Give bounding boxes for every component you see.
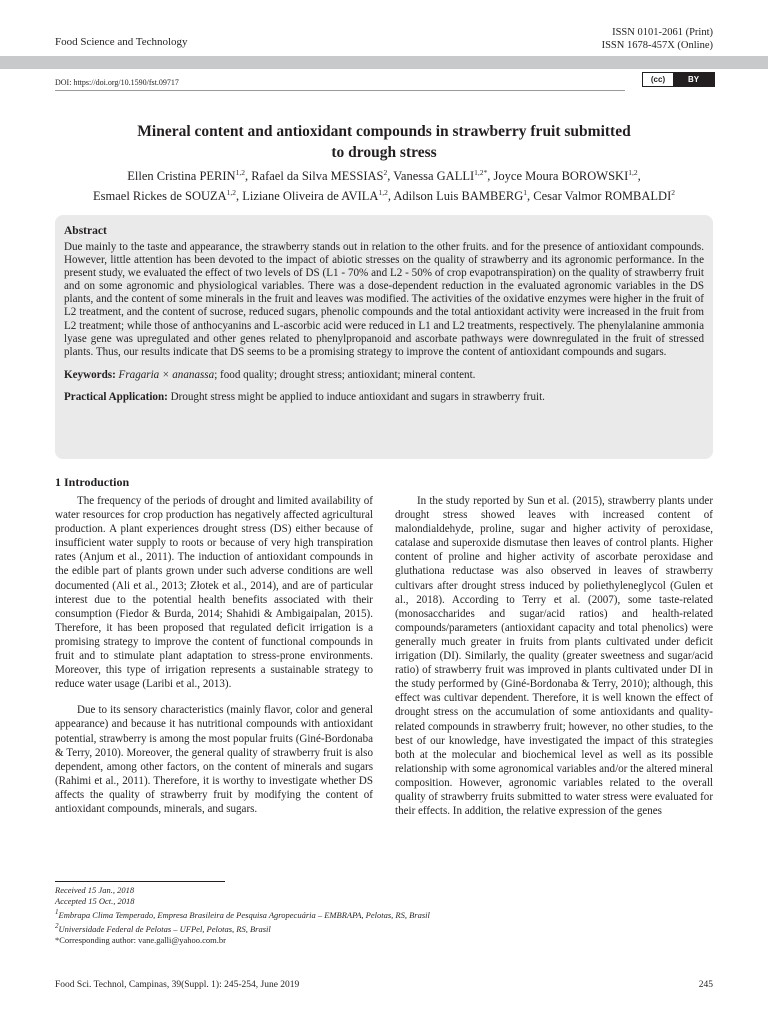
keywords-species: Fragaria × ananassa <box>118 368 215 381</box>
practical-application-line <box>64 390 704 404</box>
author-name: Ellen Cristina PERIN <box>127 169 236 183</box>
author-affiliation: 1,2* <box>474 168 488 177</box>
abstract-heading: Abstract <box>64 225 107 237</box>
affiliation-1-text: Embrapa Clima Temperado, Empresa Brasileira de Pesquisa Agropecuária – EMBRAPA, Pelotas, RS, Brasil <box>58 910 430 921</box>
doi-link[interactable]: DOI: https://doi.org/10.1590/fst.09717 <box>55 78 179 87</box>
cc-label: (cc) <box>643 73 673 86</box>
author-affiliation: 1,2 <box>378 188 388 197</box>
author-separator: , <box>527 189 534 203</box>
header-band <box>0 56 713 69</box>
received-date: Received 15 Jan., 2018 <box>55 885 135 895</box>
author-separator: , <box>637 169 641 183</box>
affiliation-1-marker: 1 <box>55 908 59 917</box>
author-name: Esmael Rickes de SOUZA <box>93 189 227 203</box>
section-heading-introduction: 1 Introduction <box>55 475 130 489</box>
paper-title-line-1: Mineral content and antioxidant compounds in strawberry fruit submitted <box>137 123 631 140</box>
author-affiliation: 2 <box>383 168 388 177</box>
author-affiliation: 1,2 <box>226 188 237 197</box>
footer-citation: Food Sci. Technol, Campinas, 39(Suppl. 1): 245-254, June 2019 <box>55 980 300 990</box>
header-band-right <box>713 56 768 69</box>
affiliation-2-text: Universidade Federal de Pelotas – UFPel, Pelotas, RS, Brasil <box>58 924 271 935</box>
author-name: Rafael da Silva MESSIAS <box>251 169 384 183</box>
practical-application-label: Practical Application: <box>64 390 168 403</box>
author-separator: , <box>244 169 252 183</box>
paper-title-line-2: to drough stress <box>331 144 437 161</box>
paper-title <box>80 121 688 163</box>
page-number: 245 <box>698 980 713 990</box>
practical-application-text: Drought stress might be applied to induce antioxidant and sugars in strawberry fruit. <box>167 390 545 403</box>
author-separator: , <box>387 169 394 183</box>
author-affiliation: 1,2 <box>235 168 245 177</box>
author-list <box>50 166 718 206</box>
abstract-text: Due mainly to the taste and appearance, the strawberry stands out in relation to the other fruits. and for the presence of antioxidant compounds. However, little attention has been devoted to the impact of abiotic stresses on the quality of strawberry and its agronomic performance. In the present study, we evaluated the effect of two levels of DS (L1 - 70% and L2 - 50% of crop evapotranspiration) on the quality of strawberry fruit and on some agronomic and physiological variables. There was a dose-dependent reduction in the evaluated agronomic variables in the DS plants, and the content of some minerals in the fruit and leaves was modified. The activities of the oxidative enzymes were higher in the fruit of L2 treatment, and the content of sucrose, reduced sugars, phenolic compounds and the total antioxidant activity were increased in the fruit from L2 treatment; while those of anthocyanins and L-ascorbic acid were reduced in L1 and L2 treatments, respectively. The phenylalanine ammonia lyase gene was upregulated and other genes related to phenylpropanoid and ascorbate pathways were downregulated in the fruit of stressed plants. Thus, our results indicate that DS seems to be a promising strategy to improve the content of antioxidant compounds and sugars. <box>64 241 704 358</box>
author-line-1 <box>50 166 718 186</box>
cc-by-license-icon[interactable] <box>642 72 715 87</box>
affiliation-1 <box>55 907 713 921</box>
author-separator: , <box>236 189 243 203</box>
footnote-divider <box>55 881 225 882</box>
author-affiliation: 2 <box>671 188 675 197</box>
by-label: BY <box>673 73 714 86</box>
issn-online: ISSN 1678-457X (Online) <box>601 40 713 51</box>
author-name: Cesar Valmor ROMBALDI <box>533 189 672 203</box>
body-paragraph: The frequency of the periods of drought and limited availability of water resources for crop production has negatively affected agricultural production. A plant experiences drought stress (DS) either because of insufficient water supply to roots or because of very high transpiration rates (Anjum et al., 2011). The induction of antioxidant compounds in the edible part of plants grown under such adverse conditions are well documented (Ali et al., 2013; Złotek et al., 2014), and are of particular interest due to the potential health benefits associated with their consumption (Fiedor & Burda, 2014; Shahidi & Ambigaipalan, 2015). Therefore, it has been proposed that regulated deficit irrigation is a promising strategy to improve the content of functional compounds in fruit and to stimulate plant adaptation to stress-prone environments. Moreover, this type of irrigation represents a sustainable strategy to reduce water usage (Laribi et al., 2013). <box>55 495 373 691</box>
author-affiliation: 1 <box>523 188 528 197</box>
keywords-line <box>64 368 704 382</box>
author-affiliation: 1,2 <box>628 168 638 177</box>
author-line-2 <box>50 186 718 206</box>
affiliation-2 <box>55 921 713 935</box>
author-name: Vanessa GALLI <box>393 169 475 183</box>
footnotes <box>55 885 713 947</box>
author-separator: , <box>387 189 394 203</box>
affiliation-2-marker: 2 <box>55 922 59 931</box>
body-column-right <box>395 494 713 830</box>
issn-print: ISSN 0101-2061 (Print) <box>612 27 713 38</box>
body-column-left <box>55 494 373 828</box>
keywords-list: ; food quality; drought stress; antioxidant; mineral content. <box>214 368 476 381</box>
abstract-box <box>55 215 713 459</box>
body-paragraph: In the study reported by Sun et al. (2015), strawberry plants under drought stress showed leaves with increased content of malondialdehyde, proline, sugar and higher activity of peroxidase, catalase and superoxide dismutase then leaves of control plants. Higher content of proline and higher activity of ascorbate peroxidase and gluthationa reductase was also observed in leaves of strawberry cultivars after drought stress induced by poliethyleneglycol (Gulen et al., 2018). According to Terry et al. (2007), some taste-related (monosaccharides and sugar/acid ratios) and health-related compounds/parameters (antioxidant capacity and total phenolics) were generally much greater in fruits from plants cultivated under deficit irrigation (DI). Similarly, the quality (greater sweetness and sugar/acid ratio) of strawberry fruit was improved in plants cultivated under DI in the study performed by (Giné-Bordonaba & Terry, 2010); although, this effect was cultivar dependent. Therefore, it is well known the effect of drought stress on the accumulation of some antioxidants and quality-related compounds in strawberry fruit; however, no other studies, to the best of our knowledge, have investigated the impact of this strategies both at the molecular and biochemical level as well as its possible relationship with some agronomical variables and/or the altered mineral composition. However, agronomic variables related to the overall quality of strawberry fruits submitted to water stress were evaluated for their effects. In addition, the relative expression of the genes <box>395 495 713 818</box>
author-name: Joyce Moura BOROWSKI <box>493 169 629 183</box>
accepted-date: Accepted 15 Oct., 2018 <box>55 896 135 907</box>
corresponding-author[interactable]: *Corresponding author: vane.galli@yahoo.com.br <box>55 935 226 946</box>
header-divider <box>55 90 625 91</box>
keywords-label: Keywords: <box>64 368 116 381</box>
author-name: Adilson Luis BAMBERG <box>393 189 524 203</box>
author-separator: , <box>487 169 494 183</box>
author-name: Liziane Oliveira de AVILA <box>242 189 379 203</box>
journal-name: Food Science and Technology <box>55 36 188 48</box>
issn-block <box>602 26 713 52</box>
body-paragraph: Due to its sensory characteristics (mainly flavor, color and general appearance) and because it has nutritional compounds with antioxidant potential, strawberry is among the most popular fruits (Giné-Bordonaba & Terry, 2010). Moreover, the general quality of strawberry fruit is also dependent, among other factors, on the content of minerals and sugars (Rahimi et al., 2011). Therefore, it is worthy to investigate whether DS affects the quality of strawberry fruit by modifying the content of antioxidant compounds, minerals, and sugars. <box>55 704 373 815</box>
